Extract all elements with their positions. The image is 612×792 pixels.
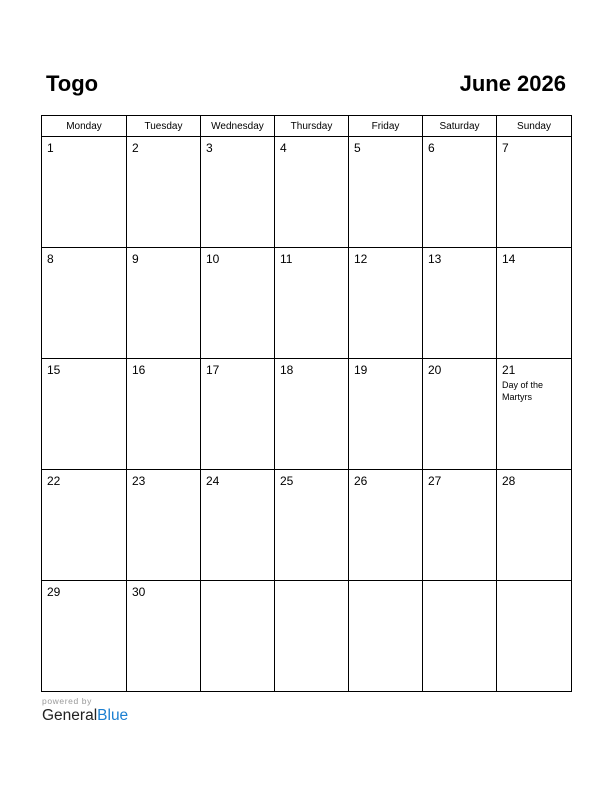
day-cell (423, 581, 497, 692)
day-cell (201, 470, 275, 581)
day-number: 8 (47, 252, 54, 266)
day-number: 23 (132, 474, 146, 488)
day-number: 15 (47, 363, 61, 377)
day-number: 10 (206, 252, 220, 266)
day-cell (42, 359, 127, 470)
day-cell (497, 470, 572, 581)
day-number: 3 (206, 141, 213, 155)
day-number: 11 (280, 252, 293, 266)
day-cell (201, 359, 275, 470)
day-cell (497, 248, 572, 359)
day-cell (42, 137, 127, 248)
day-number: 24 (206, 474, 220, 488)
day-number: 13 (428, 252, 442, 266)
day-cell (497, 137, 572, 248)
day-cell (42, 470, 127, 581)
week-row (42, 581, 572, 692)
day-number: 7 (502, 141, 509, 155)
day-cell (127, 470, 201, 581)
week-row (42, 137, 572, 248)
day-cell (423, 248, 497, 359)
weekday-header: Sunday (497, 116, 572, 137)
day-number: 26 (354, 474, 368, 488)
powered-by-text: powered by (42, 696, 92, 706)
day-cell (127, 248, 201, 359)
weekday-header-row (42, 116, 572, 137)
day-number: 29 (47, 585, 61, 599)
holiday-label: Day of the Martyrs (502, 380, 544, 402)
day-cell (497, 581, 572, 692)
day-cell (349, 581, 423, 692)
weekday-header: Thursday (275, 116, 349, 137)
day-cell (423, 470, 497, 581)
weekday-header: Wednesday (201, 116, 275, 137)
day-cell (275, 581, 349, 692)
day-number: 16 (132, 363, 146, 377)
day-number: 4 (280, 141, 287, 155)
day-number: 18 (280, 363, 294, 377)
day-number: 2 (132, 141, 139, 155)
day-cell (275, 470, 349, 581)
day-cell (127, 137, 201, 248)
day-cell (349, 137, 423, 248)
day-number: 25 (280, 474, 294, 488)
day-number: 17 (206, 363, 220, 377)
day-cell (497, 359, 572, 470)
day-cell (127, 359, 201, 470)
footer (42, 696, 128, 726)
weekday-header: Monday (42, 116, 127, 137)
day-cell (275, 359, 349, 470)
day-number: 6 (428, 141, 435, 155)
day-cell (275, 248, 349, 359)
day-number: 14 (502, 252, 516, 266)
day-number: 30 (132, 585, 146, 599)
day-number: 21 (502, 363, 516, 377)
day-cell (349, 359, 423, 470)
day-number: 1 (47, 141, 54, 155)
brand-general: General (42, 707, 98, 724)
day-number: 27 (428, 474, 442, 488)
weekday-header: Saturday (423, 116, 497, 137)
month-year-title: June 2026 (459, 71, 566, 96)
day-cell (201, 248, 275, 359)
day-cell (423, 137, 497, 248)
day-cell (349, 470, 423, 581)
day-number: 20 (428, 363, 442, 377)
weekday-header: Friday (349, 116, 423, 137)
brand-blue: Blue (97, 707, 129, 724)
week-row (42, 359, 572, 470)
day-cell (349, 248, 423, 359)
day-cell (201, 581, 275, 692)
day-number: 5 (354, 141, 361, 155)
day-number: 12 (354, 252, 368, 266)
calendar-grid (41, 115, 572, 692)
week-row (42, 470, 572, 581)
week-row (42, 248, 572, 359)
day-number: 9 (132, 252, 139, 266)
generalblue-logo (42, 706, 128, 726)
day-cell (201, 137, 275, 248)
day-cell (127, 581, 201, 692)
day-cell (275, 137, 349, 248)
day-cell (42, 248, 127, 359)
day-number: 22 (47, 474, 61, 488)
weekday-header: Tuesday (127, 116, 201, 137)
day-cell (42, 581, 127, 692)
day-number: 19 (354, 363, 368, 377)
day-number: 28 (502, 474, 516, 488)
country-title: Togo (46, 71, 99, 96)
day-cell (423, 359, 497, 470)
